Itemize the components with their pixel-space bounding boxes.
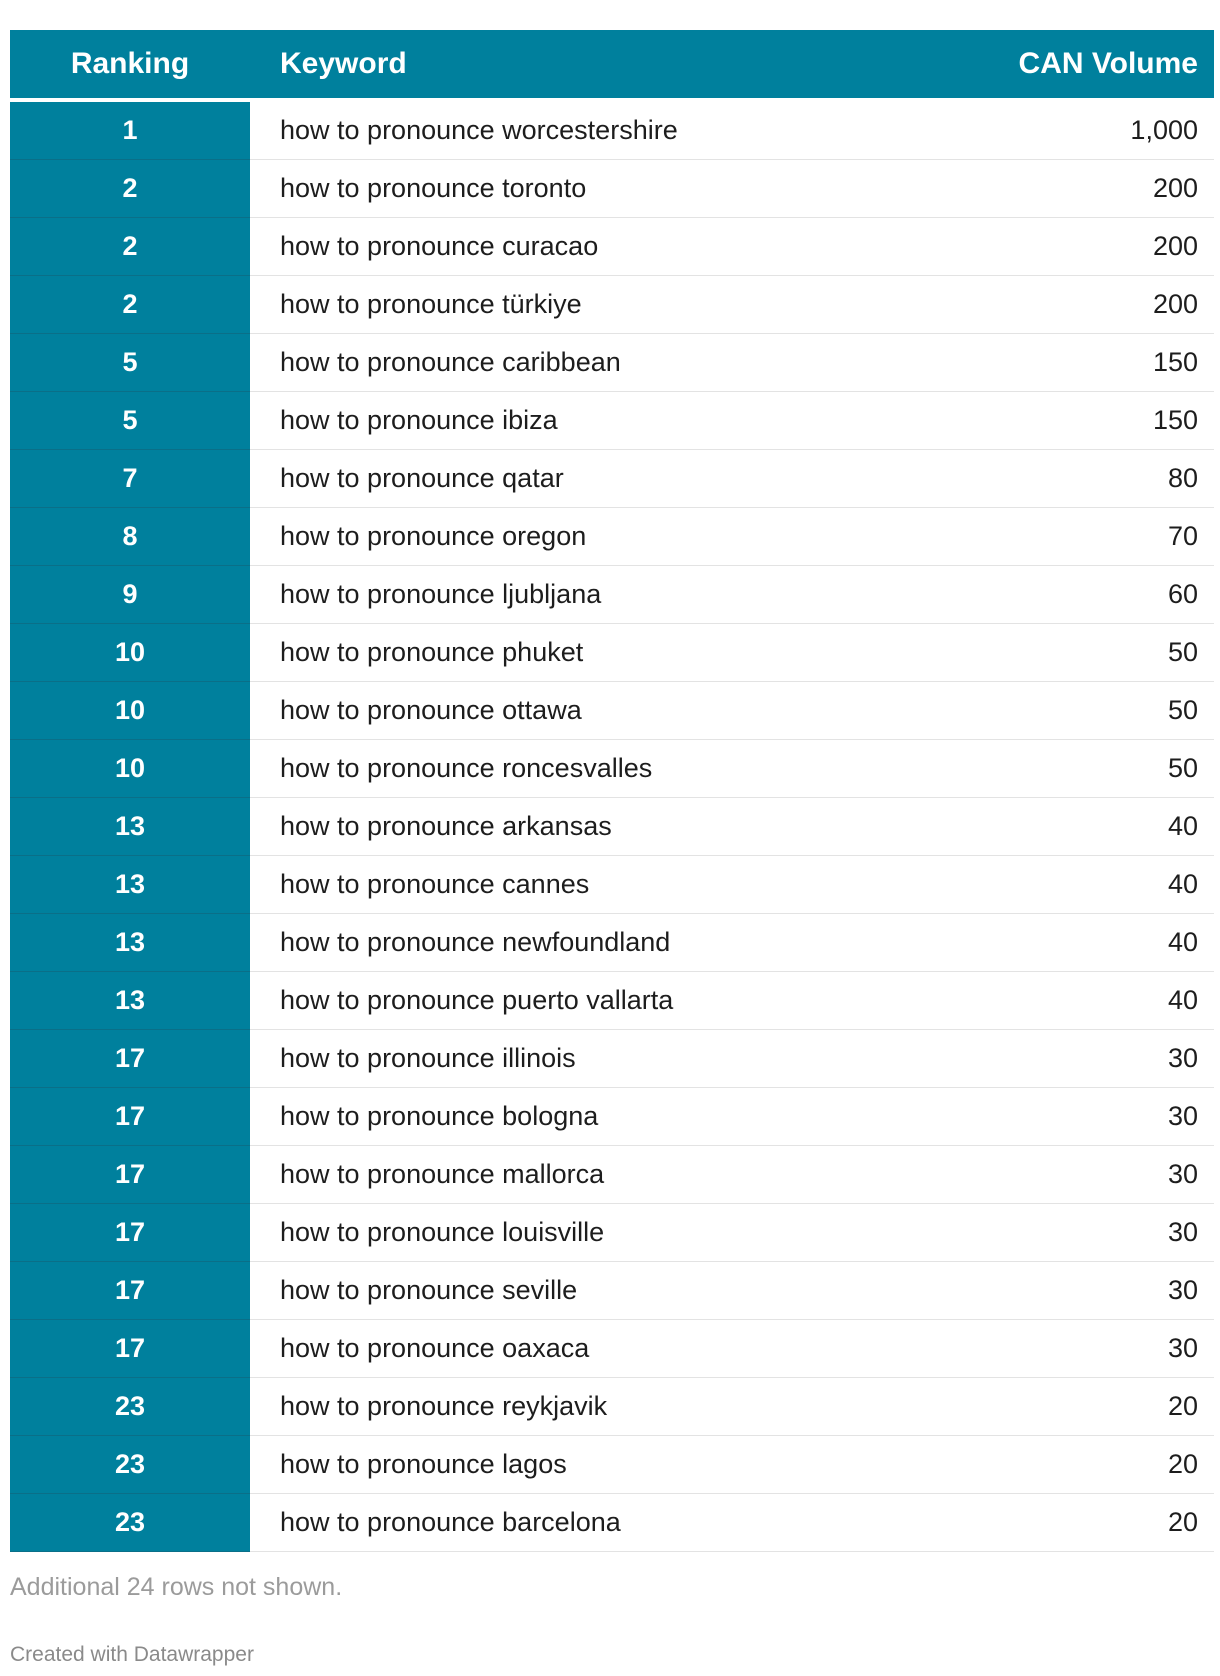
keyword-cell: how to pronounce ljubljana bbox=[250, 566, 894, 624]
volume-cell: 30 bbox=[894, 1262, 1214, 1320]
table-row bbox=[10, 450, 1214, 508]
volume-cell: 40 bbox=[894, 972, 1214, 1030]
table-row bbox=[10, 1146, 1214, 1204]
table-row bbox=[10, 798, 1214, 856]
footnote-rows-not-shown: Additional 24 rows not shown. bbox=[10, 1573, 343, 1601]
volume-cell: 30 bbox=[894, 1030, 1214, 1088]
table-row bbox=[10, 508, 1214, 566]
volume-cell: 30 bbox=[894, 1146, 1214, 1204]
volume-cell: 1,000 bbox=[894, 100, 1214, 160]
rank-cell: 9 bbox=[10, 566, 250, 624]
table-body bbox=[10, 100, 1214, 1552]
credit-line[interactable]: Created with Datawrapper bbox=[10, 1643, 254, 1666]
table-row bbox=[10, 566, 1214, 624]
rank-cell: 13 bbox=[10, 798, 250, 856]
header-keyword[interactable]: Keyword bbox=[250, 30, 894, 100]
table-row bbox=[10, 1088, 1214, 1146]
table-row bbox=[10, 1204, 1214, 1262]
table-row bbox=[10, 1494, 1214, 1552]
keyword-cell: how to pronounce arkansas bbox=[250, 798, 894, 856]
rank-cell: 23 bbox=[10, 1378, 250, 1436]
volume-cell: 30 bbox=[894, 1204, 1214, 1262]
rank-cell: 8 bbox=[10, 508, 250, 566]
volume-cell: 50 bbox=[894, 624, 1214, 682]
volume-cell: 20 bbox=[894, 1378, 1214, 1436]
volume-cell: 150 bbox=[894, 392, 1214, 450]
volume-cell: 40 bbox=[894, 856, 1214, 914]
rank-cell: 2 bbox=[10, 218, 250, 276]
keyword-cell: how to pronounce cannes bbox=[250, 856, 894, 914]
table-header bbox=[10, 30, 1214, 100]
volume-cell: 200 bbox=[894, 218, 1214, 276]
volume-cell: 30 bbox=[894, 1320, 1214, 1378]
rank-cell: 1 bbox=[10, 100, 250, 160]
table-row bbox=[10, 972, 1214, 1030]
rank-cell: 10 bbox=[10, 740, 250, 798]
table-row bbox=[10, 1436, 1214, 1494]
rank-cell: 13 bbox=[10, 972, 250, 1030]
volume-cell: 40 bbox=[894, 798, 1214, 856]
table-row bbox=[10, 218, 1214, 276]
keyword-cell: how to pronounce illinois bbox=[250, 1030, 894, 1088]
table-row bbox=[10, 914, 1214, 972]
keyword-cell: how to pronounce phuket bbox=[250, 624, 894, 682]
table-row bbox=[10, 392, 1214, 450]
keyword-cell: how to pronounce reykjavik bbox=[250, 1378, 894, 1436]
rank-cell: 17 bbox=[10, 1088, 250, 1146]
rank-cell: 10 bbox=[10, 624, 250, 682]
keyword-cell: how to pronounce louisville bbox=[250, 1204, 894, 1262]
table-row bbox=[10, 1262, 1214, 1320]
keyword-cell: how to pronounce toronto bbox=[250, 160, 894, 218]
rank-cell: 2 bbox=[10, 276, 250, 334]
volume-cell: 80 bbox=[894, 450, 1214, 508]
rank-cell: 10 bbox=[10, 682, 250, 740]
keyword-cell: how to pronounce bologna bbox=[250, 1088, 894, 1146]
keyword-cell: how to pronounce newfoundland bbox=[250, 914, 894, 972]
keyword-cell: how to pronounce oregon bbox=[250, 508, 894, 566]
rank-cell: 23 bbox=[10, 1494, 250, 1552]
volume-cell: 60 bbox=[894, 566, 1214, 624]
keyword-ranking-table bbox=[10, 30, 1214, 1552]
volume-cell: 50 bbox=[894, 740, 1214, 798]
keyword-cell: how to pronounce seville bbox=[250, 1262, 894, 1320]
keyword-cell: how to pronounce qatar bbox=[250, 450, 894, 508]
table-row bbox=[10, 1320, 1214, 1378]
rank-cell: 13 bbox=[10, 914, 250, 972]
table-row bbox=[10, 1378, 1214, 1436]
keyword-cell: how to pronounce curacao bbox=[250, 218, 894, 276]
keyword-cell: how to pronounce ottawa bbox=[250, 682, 894, 740]
rank-cell: 5 bbox=[10, 392, 250, 450]
table-row bbox=[10, 624, 1214, 682]
volume-cell: 50 bbox=[894, 682, 1214, 740]
rank-cell: 17 bbox=[10, 1262, 250, 1320]
keyword-cell: how to pronounce puerto vallarta bbox=[250, 972, 894, 1030]
header-ranking[interactable]: Ranking bbox=[10, 30, 250, 100]
rank-cell: 7 bbox=[10, 450, 250, 508]
keyword-cell: how to pronounce türkiye bbox=[250, 276, 894, 334]
table-row bbox=[10, 276, 1214, 334]
rank-cell: 13 bbox=[10, 856, 250, 914]
header-row bbox=[10, 30, 1214, 100]
rank-cell: 17 bbox=[10, 1320, 250, 1378]
volume-cell: 40 bbox=[894, 914, 1214, 972]
volume-cell: 70 bbox=[894, 508, 1214, 566]
keyword-cell: how to pronounce caribbean bbox=[250, 334, 894, 392]
volume-cell: 20 bbox=[894, 1494, 1214, 1552]
rank-cell: 23 bbox=[10, 1436, 250, 1494]
rank-cell: 5 bbox=[10, 334, 250, 392]
keyword-cell: how to pronounce mallorca bbox=[250, 1146, 894, 1204]
keyword-cell: how to pronounce lagos bbox=[250, 1436, 894, 1494]
table-row bbox=[10, 856, 1214, 914]
volume-cell: 200 bbox=[894, 160, 1214, 218]
rank-cell: 17 bbox=[10, 1030, 250, 1088]
keyword-cell: how to pronounce oaxaca bbox=[250, 1320, 894, 1378]
keyword-cell: how to pronounce barcelona bbox=[250, 1494, 894, 1552]
keyword-cell: how to pronounce ibiza bbox=[250, 392, 894, 450]
keyword-cell: how to pronounce worcestershire bbox=[250, 100, 894, 160]
header-can-volume[interactable]: CAN Volume bbox=[894, 30, 1214, 100]
table-row bbox=[10, 740, 1214, 798]
rank-cell: 2 bbox=[10, 160, 250, 218]
rank-cell: 17 bbox=[10, 1146, 250, 1204]
rank-cell: 17 bbox=[10, 1204, 250, 1262]
volume-cell: 150 bbox=[894, 334, 1214, 392]
table-row bbox=[10, 682, 1214, 740]
volume-cell: 30 bbox=[894, 1088, 1214, 1146]
keyword-cell: how to pronounce roncesvalles bbox=[250, 740, 894, 798]
volume-cell: 200 bbox=[894, 276, 1214, 334]
table-row bbox=[10, 1030, 1214, 1088]
table-row bbox=[10, 100, 1214, 160]
volume-cell: 20 bbox=[894, 1436, 1214, 1494]
data-table-container bbox=[10, 30, 1214, 1552]
table-row bbox=[10, 160, 1214, 218]
table-row bbox=[10, 334, 1214, 392]
